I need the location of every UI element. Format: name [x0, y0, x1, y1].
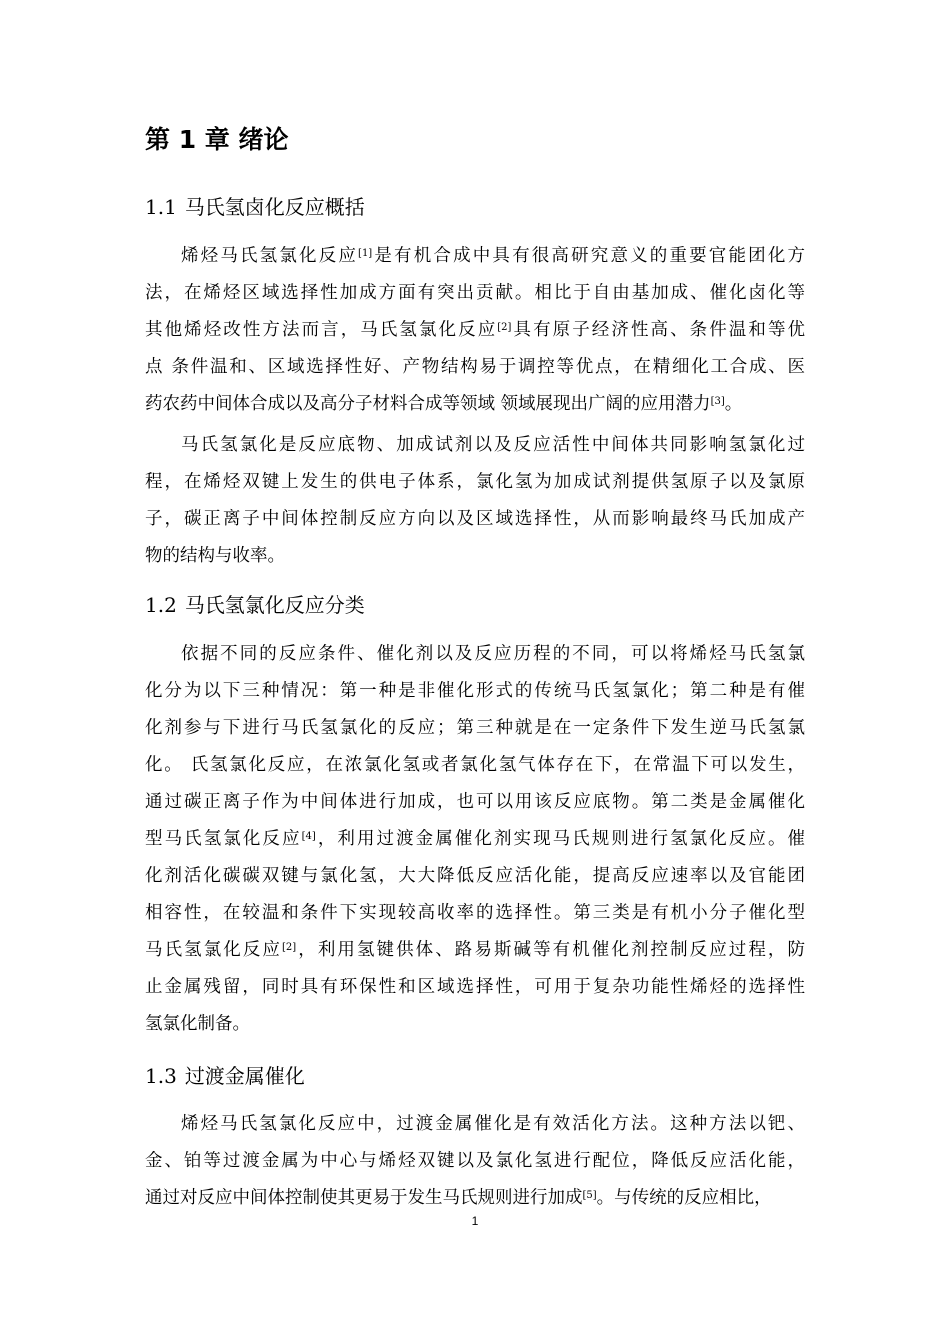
paragraph — [145, 238, 805, 423]
text-line — [145, 969, 805, 1006]
text-run: 通过对反应中间体控制使其更易于发生马氏规则进行加成 — [145, 1188, 583, 1208]
text-line — [145, 1006, 805, 1043]
text-run: 马氏氢氯化是反应底物、加成试剂以及反应活性中间体共同影响氢氯化过 — [181, 435, 805, 455]
section-number: 1.2 — [145, 593, 177, 617]
text-line — [145, 538, 805, 575]
text-line — [145, 858, 805, 895]
text-run: 化剂参与下进行马氏氢氯化的反应；第三种就是在一定条件下发生逆马氏氢氯 — [145, 718, 805, 738]
text-run: 法，在烯烃区域选择性加成方面有突出贡献。相比于自由基加成、催化卤化等 — [145, 283, 805, 303]
text-run: 烯烃马氏氢氯化反应 — [181, 246, 359, 266]
text-run: ，利用过渡金属催化剂实现马氏规则进行氢氯化反应。催 — [315, 829, 806, 849]
text-line — [145, 1180, 805, 1217]
citation-marker: [3] — [710, 396, 725, 407]
citation-marker: [2] — [282, 942, 297, 953]
text-run: 子，碳正离子中间体控制反应方向以及区域选择性，从而影响最终马氏加成产 — [145, 509, 805, 529]
text-line — [145, 464, 805, 501]
section-title-text: 马氏氢氯化反应分类 — [184, 593, 365, 617]
text-run: 化分为以下三种情况：第一种是非催化形式的传统马氏氢氯化；第二种是有催 — [145, 681, 805, 701]
text-run: 。与传统的反应相比， — [596, 1188, 772, 1208]
text-run: 具有原子经济性高、条件温和等优 — [511, 320, 806, 340]
text-run: 。 — [724, 394, 743, 414]
text-line — [145, 636, 805, 673]
section-heading-1-3 — [145, 1061, 305, 1091]
section-heading-1-2 — [145, 590, 365, 620]
text-run: 是有机合成中具有很高研究意义的重要官能团化方 — [372, 246, 805, 266]
page-number: 1 — [471, 1214, 479, 1228]
text-run: 程，在烯烃双键上发生的供电子体系，氯化氢为加成试剂提供氢原子以及氯原 — [145, 472, 805, 492]
section-number: 1.3 — [145, 1064, 177, 1088]
text-run: 点 条件温和、区域选择性好、产物结构易于调控等优点，在精细化工合成、医 — [145, 357, 805, 377]
text-run: 化剂活化碳碳双键与氯化氢，大大降低反应活化能，提高反应速率以及官能团 — [145, 866, 805, 886]
text-line — [145, 427, 805, 464]
text-run: 其他烯烃改性方法而言，马氏氢氯化反应 — [145, 320, 498, 340]
text-line — [145, 673, 805, 710]
paragraph — [145, 427, 805, 575]
citation-marker: [1] — [358, 248, 373, 259]
text-line — [145, 1106, 805, 1143]
citation-marker: [2] — [497, 322, 512, 333]
text-line — [145, 312, 805, 349]
citation-marker: [5] — [582, 1190, 597, 1201]
text-run: 通过碳正离子作为中间体进行加成，也可以用该反应底物。第二类是金属催化 — [145, 792, 805, 812]
section-number: 1.1 — [145, 195, 177, 219]
text-run: 化。 氏氢氯化反应，在浓氯化氢或者氯化氢气体存在下，在常温下可以发生， — [145, 755, 805, 775]
text-run: 马氏氢氯化反应 — [145, 940, 282, 960]
text-run: 烯烃马氏氢氯化反应中，过渡金属催化是有效活化方法。这种方法以钯、 — [181, 1114, 805, 1134]
section-heading-1-1 — [145, 192, 365, 222]
text-run: 药农药中间体合成以及高分子材料合成等领域 领域展现出广阔的应用潜力 — [145, 394, 711, 414]
text-line — [145, 710, 805, 747]
text-line — [145, 895, 805, 932]
text-run: 止金属残留，同时具有环保性和区域选择性，可用于复杂功能性烯烃的选择性 — [145, 977, 805, 997]
text-run: 氢氯化制备。 — [145, 1014, 250, 1034]
chapter-title: 第 1 章 绪论 — [145, 125, 289, 154]
text-line — [145, 1143, 805, 1180]
text-run: 相容性，在较温和条件下实现较高收率的选择性。第三类是有机小分子催化型 — [145, 903, 805, 923]
text-run: 金、铂等过渡金属为中心与烯烃双键以及氯化氢进行配位，降低反应活化能， — [145, 1151, 805, 1171]
citation-marker: [4] — [301, 831, 316, 842]
text-line — [145, 275, 805, 312]
text-line — [145, 386, 805, 423]
paragraph — [145, 636, 805, 1043]
section-title-text: 马氏氢卤化反应概括 — [184, 195, 365, 219]
text-line — [145, 747, 805, 784]
section-title-text: 过渡金属催化 — [184, 1064, 305, 1088]
text-run: 物的结构与收率。 — [145, 546, 285, 566]
text-line — [145, 932, 805, 969]
text-run: ，利用氢键供体、路易斯碱等有机催化剂控制反应过程，防 — [296, 940, 806, 960]
paragraph — [145, 1106, 805, 1217]
text-run: 型马氏氢氯化反应 — [145, 829, 302, 849]
text-line — [145, 784, 805, 821]
text-line — [145, 349, 805, 386]
text-line — [145, 501, 805, 538]
text-line — [145, 821, 805, 858]
text-run: 依据不同的反应条件、催化剂以及反应历程的不同，可以将烯烃马氏氢氯 — [181, 644, 805, 664]
text-line — [145, 238, 805, 275]
